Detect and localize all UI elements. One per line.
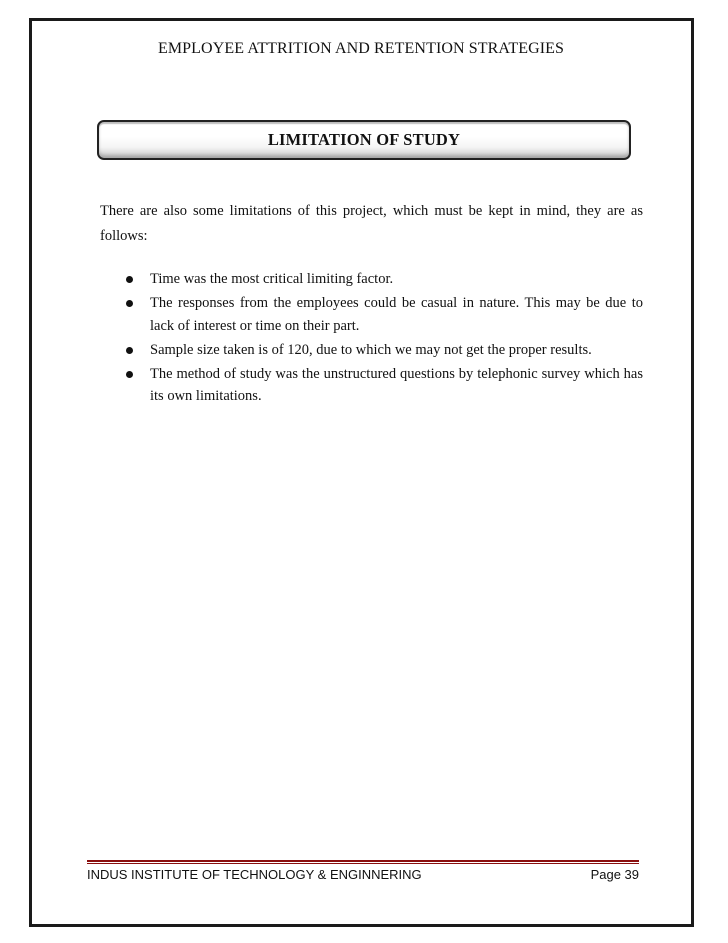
bullet-icon bbox=[126, 276, 133, 283]
intro-paragraph: There are also some limitations of this project, which must be kept in mind, they are as follows: bbox=[100, 203, 643, 244]
list-item bbox=[100, 292, 643, 337]
list-item bbox=[100, 363, 643, 408]
bullet-icon bbox=[126, 371, 133, 378]
running-header-text: EMPLOYEE ATTRITION AND RETENTION STRATEGIES bbox=[157, 40, 565, 57]
section-title: LIMITATION OF STUDY bbox=[267, 130, 461, 149]
footer-institute: INDUS INSTITUTE OF TECHNOLOGY & ENGINNERING bbox=[87, 867, 422, 882]
list-item bbox=[100, 268, 643, 291]
list-item-text: The method of study was the unstructured questions by telephonic survey which has its own limitations. bbox=[150, 365, 643, 404]
list-item-text: The responses from the employees could be casual in nature. This may be due to lack of interest or time on their part. bbox=[150, 295, 643, 334]
bullet-icon bbox=[126, 300, 133, 307]
bullet-icon bbox=[126, 347, 133, 354]
running-header bbox=[0, 40, 728, 58]
footer-rule-thin bbox=[87, 863, 639, 864]
limitations-list bbox=[100, 268, 643, 409]
page-number: Page 39 bbox=[590, 867, 639, 882]
list-item-text: Sample size taken is of 120, due to which we may not get the proper results. bbox=[150, 341, 592, 358]
list-item-text: Time was the most critical limiting factor. bbox=[150, 271, 394, 287]
section-title-box bbox=[97, 120, 631, 160]
list-item bbox=[100, 339, 643, 362]
footer-rule bbox=[87, 860, 639, 862]
